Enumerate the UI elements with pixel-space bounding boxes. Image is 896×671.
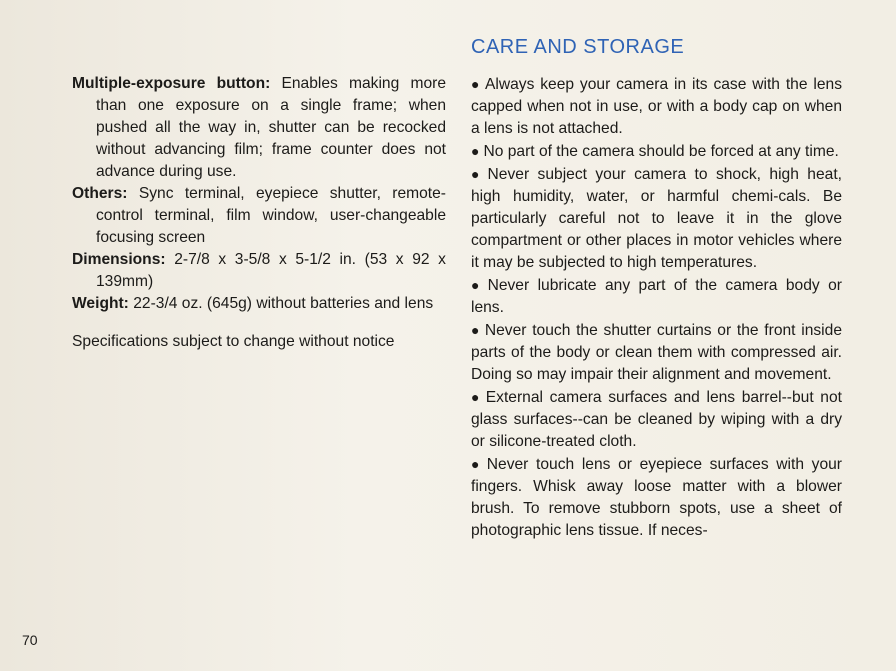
spec-text: 22-3/4 oz. (645g) without batteries and lens bbox=[133, 295, 434, 312]
section-heading: CARE AND STORAGE bbox=[471, 36, 685, 58]
care-bullet bbox=[471, 319, 842, 386]
bullet-icon: ● bbox=[471, 143, 480, 159]
bullet-icon: ● bbox=[471, 277, 484, 293]
care-bullet-text: Never lubricate any part of the camera body or lens. bbox=[471, 277, 842, 316]
spec-label: Weight: bbox=[72, 295, 129, 312]
care-bullet bbox=[471, 386, 842, 453]
spec-text: 2-7/8 x 3-5/8 x 5-1/2 in. (53 x 92 x 139mm) bbox=[96, 251, 446, 290]
bullet-icon: ● bbox=[471, 322, 481, 338]
bullet-icon: ● bbox=[471, 456, 483, 472]
care-and-storage-column bbox=[471, 73, 842, 542]
care-bullet-text: Always keep your camera in its case with the lens capped when not in use, or with a body cap on when a lens is not attached. bbox=[471, 76, 842, 137]
care-bullet-text: Never touch the shutter curtains or the front inside parts of the body or clean them with compressed air. Doing so may impair their alignment and movement. bbox=[471, 322, 842, 383]
specifications-note: Specifications subject to change without notice bbox=[72, 333, 395, 350]
spec-label: Others: bbox=[72, 185, 128, 202]
spec-text: Sync terminal, eyepiece shutter, remote-control terminal, film window, user-changeable focusing screen bbox=[96, 185, 446, 246]
spec-dimensions bbox=[72, 249, 446, 293]
bullet-icon: ● bbox=[471, 166, 484, 182]
care-bullet-text: Never subject your camera to shock, high heat, high humidity, water, or harmful chemi-cals. Be particularly careful not to leave it in the glove compartment or other places in motor vehicles where it may be subjected to high temperatures. bbox=[471, 166, 842, 271]
spec-text: Enables making more than one exposure on a single frame; when pushed all the way in, shutter can be recocked without advancing film; frame counter does not advance during use. bbox=[96, 75, 446, 180]
care-bullet bbox=[471, 163, 842, 274]
care-bullet bbox=[471, 274, 842, 319]
spec-label: Multiple-exposure button: bbox=[72, 75, 271, 92]
care-bullet bbox=[471, 73, 842, 140]
care-bullet-text: No part of the camera should be forced at any time. bbox=[483, 143, 839, 160]
bullet-icon: ● bbox=[471, 76, 481, 92]
page-number: 70 bbox=[22, 632, 38, 648]
spec-weight bbox=[72, 293, 446, 315]
spec-multiple-exposure bbox=[72, 73, 446, 183]
care-bullet-text: Never touch lens or eyepiece surfaces with your fingers. Whisk away loose matter with a blower brush. To remove stubborn spots, use a sheet of photographic lens tissue. If neces- bbox=[471, 456, 842, 539]
care-bullet bbox=[471, 453, 842, 542]
bullet-icon: ● bbox=[471, 389, 482, 405]
care-bullet-text: External camera surfaces and lens barrel--but not glass surfaces--can be cleaned by wiping with a dry or silicone-treated cloth. bbox=[471, 389, 842, 450]
technical-details-column bbox=[72, 73, 446, 353]
spec-label: Dimensions: bbox=[72, 251, 166, 268]
spec-others bbox=[72, 183, 446, 249]
care-bullet bbox=[471, 140, 842, 163]
